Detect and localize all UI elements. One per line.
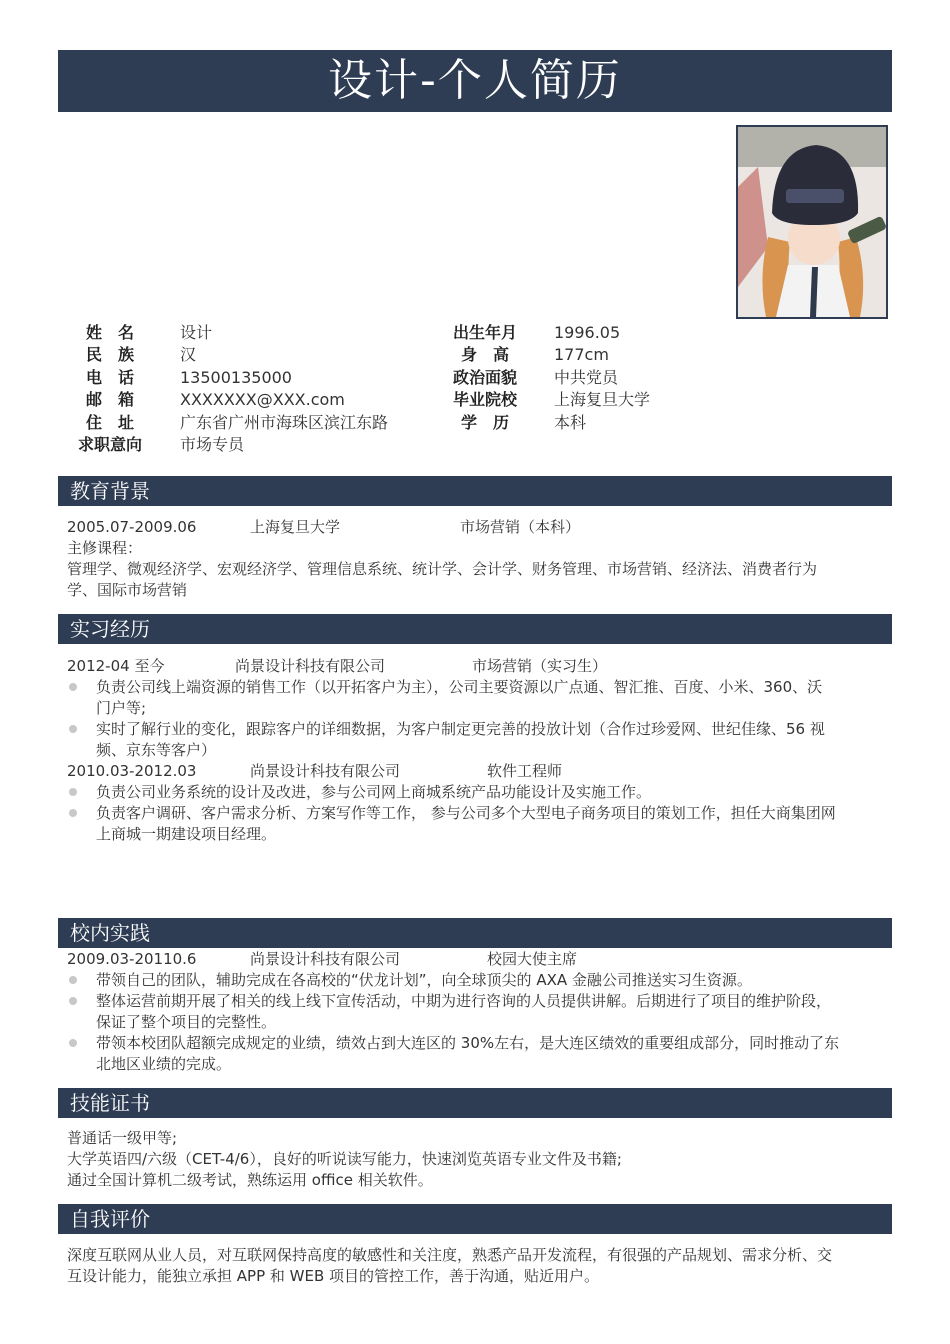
campus-entry (67, 949, 887, 970)
profile-value: 汉 (180, 345, 197, 365)
entry-date: 2010.03-2012.03 (67, 762, 197, 780)
profile-label: 出生年月 (452, 323, 517, 342)
profile-label: 电 话 (85, 367, 134, 387)
bullet-line: 负责公司业务系统的设计及改进，参与公司网上商城系统产品功能设计及实施工作。 (96, 783, 652, 801)
profile-label: 毕业院校 (452, 390, 517, 410)
self-evaluation-line: 互设计能力，能独立承担 APP 和 WEB 项目的管控工作，善于沟通，贴近用户。 (67, 1267, 600, 1285)
skill-line: 普通话一级甲等; (67, 1129, 178, 1147)
section-heading-campus: 校内实践 (58, 918, 892, 948)
bullet-item (67, 782, 887, 803)
profile-label: 政治面貌 (452, 367, 517, 387)
bullet-line: 保证了整个项目的完整性。 (96, 1013, 277, 1031)
profile-label: 邮 箱 (85, 390, 134, 410)
skill-line: 大学英语四/六级（CET-4/6），良好的听说读写能力，快速浏览英语专业文件及书籍; (67, 1150, 622, 1168)
job-entry (67, 656, 887, 677)
profile-label: 身 高 (460, 345, 509, 365)
profile-value: 本科 (554, 412, 587, 432)
profile-value: 13500135000 (180, 367, 292, 387)
section-heading-self-evaluation: 自我评价 (58, 1204, 892, 1234)
profile-value: 设计 (180, 323, 213, 342)
profile-label: 学 历 (460, 412, 509, 432)
profile-value: XXXXXXX@XXX.com (180, 390, 345, 410)
entry-company: 尚景设计科技有限公司 (250, 762, 401, 780)
profile-label: 住 址 (85, 412, 134, 432)
courses-line: 学、国际市场营销 (67, 581, 188, 599)
self-evaluation-section (67, 1245, 887, 1287)
skill-line: 通过全国计算机二级考试，熟练运用 office 相关软件。 (67, 1171, 433, 1189)
entry-major: 市场营销（本科） (460, 518, 581, 536)
education-section (67, 517, 887, 601)
job-entry (67, 761, 887, 782)
courses-label: 主修课程： (67, 539, 143, 557)
bullet-line: 北地区业绩的完成。 (96, 1055, 232, 1073)
bullet-line: 整体运营前期开展了相关的线上线下宣传活动，中期为进行咨询的人员提供讲解。后期进行了项目的维护阶段， (96, 992, 832, 1010)
bullet-line: 负责客户调研、客户需求分析、方案写作等工作， 参与公司多个大型电子商务项目的策划工作，担任大商集团网 (96, 804, 836, 822)
profile-value: 广东省广州市海珠区滨江东路 (180, 412, 389, 432)
profile-value: 上海复旦大学 (554, 390, 651, 410)
bullet-item (67, 803, 887, 845)
bullet-item (67, 1033, 887, 1075)
profile-label: 民 族 (85, 345, 134, 365)
bullet-item (67, 970, 887, 991)
profile-photo-illustration (738, 127, 886, 317)
bullet-line: 负责公司线上端资源的销售工作（以开拓客户为主），公司主要资源以广点通、智汇推、百度、小米、360、沃 (96, 678, 823, 696)
bullet-line: 门户等; (96, 699, 147, 717)
resume-title: 设计-个人简历 (58, 50, 892, 112)
entry-role: 市场营销（实习生） (472, 657, 608, 675)
profile-value: 中共党员 (554, 367, 619, 387)
entry-role: 软件工程师 (487, 762, 563, 780)
education-entry (67, 517, 887, 538)
bullet-item (67, 719, 887, 761)
profile-photo (736, 125, 888, 319)
profile-value: 1996.05 (554, 323, 621, 342)
entry-company: 尚景设计科技有限公司 (235, 657, 386, 675)
self-evaluation-line: 深度互联网从业人员，对互联网保持高度的敏感性和关注度，熟悉产品开发流程，有很强的产品规划、需求分析、交 (67, 1246, 833, 1264)
bullet-line: 频、京东等客户） (96, 741, 217, 759)
internship-section (67, 656, 887, 845)
entry-date: 2005.07-2009.06 (67, 518, 197, 536)
profile-value: 177cm (554, 345, 609, 365)
bullet-item (67, 991, 887, 1033)
entry-company: 尚景设计科技有限公司 (250, 950, 401, 968)
bullet-line: 实时了解行业的变化，跟踪客户的详细数据，为客户制定更完善的投放计划（合作过珍爱网、世纪佳缘、56 视 (96, 720, 825, 738)
campus-section (67, 949, 887, 1075)
entry-date: 2012-04 至今 (67, 657, 165, 675)
section-heading-skills: 技能证书 (58, 1088, 892, 1118)
profile-value: 市场专员 (180, 434, 245, 454)
entry-date: 2009.03-20110.6 (67, 950, 197, 968)
bullet-item (67, 677, 887, 719)
bullet-line: 上商城一期建设项目经理。 (96, 825, 277, 843)
courses-line: 管理学、微观经济学、宏观经济学、管理信息系统、统计学、会计学、财务管理、市场营销、经济法、消费者行为 (67, 560, 818, 578)
section-heading-education: 教育背景 (58, 476, 892, 506)
entry-role: 校园大使主席 (487, 950, 578, 968)
bullet-line: 带领本校团队超额完成规定的业绩，绩效占到大连区的 30%左右，是大连区绩效的重要组成部分，同时推动了东 (96, 1034, 840, 1052)
entry-school: 上海复旦大学 (250, 518, 341, 536)
bullet-line: 带领自己的团队，辅助完成在各高校的“伏龙计划”，向全球顶尖的 AXA 金融公司推送实习生资源。 (96, 971, 752, 989)
profile-label: 求职意向 (77, 434, 142, 454)
profile-label: 姓 名 (85, 323, 134, 342)
skills-section (67, 1128, 887, 1191)
section-heading-internship: 实习经历 (58, 614, 892, 644)
